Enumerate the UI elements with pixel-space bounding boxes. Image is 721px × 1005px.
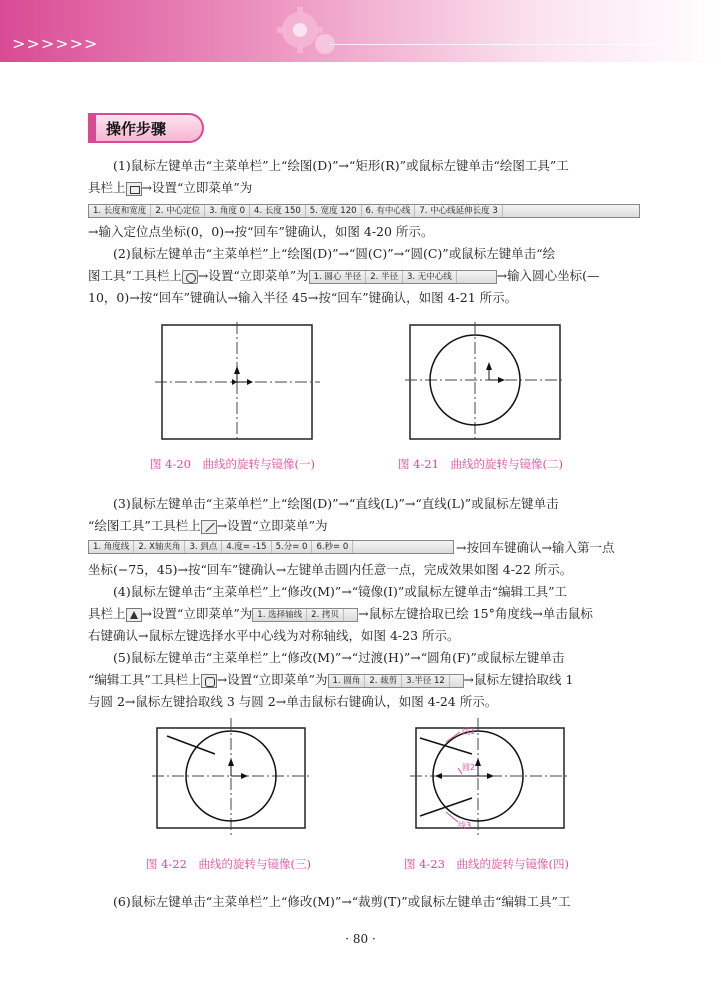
- figure-4-22: [152, 718, 312, 838]
- menu-field-5[interactable]: 5. 宽度 120: [306, 205, 362, 217]
- chevron-decoration: >>>>>>: [12, 34, 99, 53]
- step-3-line4: 坐标(−75，45)→按“回车”键确认→左键单击圆内任意一点，完成效果如图 4-22 所示。: [88, 562, 573, 577]
- step-4-line2-end: →鼠标左键拾取已绘 15°角度线→单击鼠标: [358, 606, 593, 621]
- gear-icon: [270, 4, 340, 60]
- menu-field-3[interactable]: 3. 角度 0: [205, 205, 250, 217]
- figure-4-21-caption: 图 4-21 曲线的旋转与镜像(二): [398, 457, 563, 471]
- step-1-line2-start: 具栏上: [88, 180, 126, 195]
- page-number: · 80 ·: [345, 932, 376, 946]
- menu-field-3[interactable]: 3.半径 12: [402, 675, 450, 687]
- fillet-tool-icon: [201, 674, 217, 688]
- page-header-banner: [0, 0, 721, 62]
- step-4-line1: (4)鼠标左键单击“主菜单栏”上“修改(M)”→“镜像(I)”或鼠标左键单击“编辑工具”工: [113, 584, 568, 599]
- menu-field-4[interactable]: 4. 长度 150: [250, 205, 306, 217]
- menu-field-1[interactable]: 1. 选择轴线: [253, 609, 307, 621]
- menu-field-4[interactable]: 4.度= -15: [222, 541, 271, 553]
- step-2-text: [88, 243, 640, 309]
- figure-4-23: [410, 718, 570, 838]
- menu-field-2[interactable]: 2. X轴夹角: [134, 541, 185, 553]
- step-5-text: [88, 647, 640, 713]
- menu-field-2[interactable]: 2. 中心定位: [151, 205, 205, 217]
- menu-field-2[interactable]: 2. 半径: [366, 271, 403, 283]
- line-3-label: 线3: [458, 821, 472, 830]
- section-title: 操作步骤: [88, 113, 204, 143]
- step-2-line2-mid: →设置“立即菜单”为: [197, 268, 309, 283]
- step-4-line2-mid: →设置“立即菜单”为: [141, 606, 253, 621]
- step-2-line2: [88, 265, 640, 287]
- step-5-line2-end: →鼠标左键拾取线 1: [463, 672, 574, 687]
- menu-field-1[interactable]: 1. 角度线: [89, 541, 134, 553]
- figure-4-21: [405, 322, 565, 442]
- step-1-text: [88, 155, 640, 199]
- menu-field-6[interactable]: 6.秒= 0: [312, 541, 353, 553]
- immediate-menu-fillet[interactable]: [328, 674, 464, 688]
- step-5-line3: 与圆 2→鼠标左键拾取线 3 与圆 2→单击鼠标右键确认，如图 4-24 所示。: [88, 694, 498, 709]
- menu-field-6[interactable]: 6. 有中心线: [362, 205, 416, 217]
- mirror-tool-icon: [126, 608, 142, 622]
- step-3-line1: (3)鼠标左键单击“主菜单栏”上“绘图(D)”→“直线(L)”→“直线(L)”或鼠标左键单击: [113, 496, 559, 511]
- menu-field-5[interactable]: 5.分= 0: [272, 541, 313, 553]
- step-5-line2-start: “编辑工具”工具栏上: [88, 672, 201, 687]
- step-2-line2-end: →输入圆心坐标(—: [496, 268, 600, 283]
- immediate-menu-mirror[interactable]: [252, 608, 358, 622]
- step-3-line3: →按回车键确认→输入第一点: [456, 540, 615, 555]
- menu-field-1[interactable]: 1. 圆角: [329, 675, 366, 687]
- step-4-line2: [88, 603, 640, 625]
- step-1-line1: (1)鼠标左键单击“主菜单栏”上“绘图(D)”→“矩形(R)”或鼠标左键单击“绘图工具”工: [113, 158, 569, 173]
- step-5-line1: (5)鼠标左键单击“主菜单栏”上“修改(M)”→“过渡(H)”→“圆角(F)”或鼠标左键单击: [113, 650, 565, 665]
- step-4-line2-start: 具栏上: [88, 606, 126, 621]
- rectangle-tool-icon: [126, 182, 142, 196]
- step-3-text: [88, 493, 640, 537]
- circle-tool-icon: [182, 270, 198, 284]
- step-3-line2: [88, 515, 640, 537]
- step-3-line2-end: →设置“立即菜单”为: [216, 518, 328, 533]
- menu-field-3[interactable]: 3. 到点: [185, 541, 222, 553]
- immediate-menu-rectangle[interactable]: [88, 204, 640, 218]
- step-1-line2: [88, 177, 640, 199]
- step-5-line2: [88, 669, 640, 691]
- step-4-text: [88, 581, 640, 647]
- step-2-line2-start: 图工具”工具栏上: [88, 268, 182, 283]
- immediate-menu-line[interactable]: [88, 540, 454, 554]
- menu-field-2[interactable]: 2. 拷贝: [307, 609, 344, 621]
- menu-field-7[interactable]: 7. 中心线延伸长度 3: [415, 205, 502, 217]
- header-rule: [330, 44, 661, 45]
- step-5-line2-mid: →设置“立即菜单”为: [216, 672, 328, 687]
- step-4-line3: 右键确认→鼠标左键选择水平中心线为对称轴线，如图 4-23 所示。: [88, 628, 460, 643]
- immediate-menu-circle[interactable]: [309, 270, 497, 284]
- figure-4-20-caption: 图 4-20 曲线的旋转与镜像(一): [150, 457, 315, 471]
- line-tool-icon: [201, 520, 217, 534]
- circle-2-label: 圆2: [462, 763, 476, 772]
- step-1-line3: →输入定位点坐标(0，0)→按“回车”键确认，如图 4-20 所示。: [88, 224, 434, 239]
- figure-4-22-caption: 图 4-22 曲线的旋转与镜像(三): [146, 857, 311, 871]
- step-1-line2-end: →设置“立即菜单”为: [141, 180, 253, 195]
- step-2-line1: (2)鼠标左键单击“主菜单栏”上“绘图(D)”→“圆(C)”→“圆(C)”或鼠标左键单击“绘: [113, 246, 556, 261]
- menu-field-3[interactable]: 3. 无中心线: [403, 271, 457, 283]
- figure-4-23-caption: 图 4-23 曲线的旋转与镜像(四): [404, 857, 569, 871]
- step-2-line3: 10，0)→按“回车”键确认→输入半径 45→按“回车”键确认，如图 4-21 所示。: [88, 290, 518, 305]
- menu-field-1[interactable]: 1. 圆心 半径: [310, 271, 367, 283]
- menu-field-2[interactable]: 2. 裁剪: [365, 675, 402, 687]
- line-1-label: 线1: [462, 727, 476, 736]
- step-3-line2-start: “绘图工具”工具栏上: [88, 518, 201, 533]
- figure-4-20: [155, 322, 320, 442]
- menu-field-1[interactable]: 1. 长度和宽度: [89, 205, 151, 217]
- step-6-line1: (6)鼠标左键单击“主菜单栏”上“修改(M)”→“裁剪(T)”或鼠标左键单击“编辑工具”工: [113, 894, 571, 909]
